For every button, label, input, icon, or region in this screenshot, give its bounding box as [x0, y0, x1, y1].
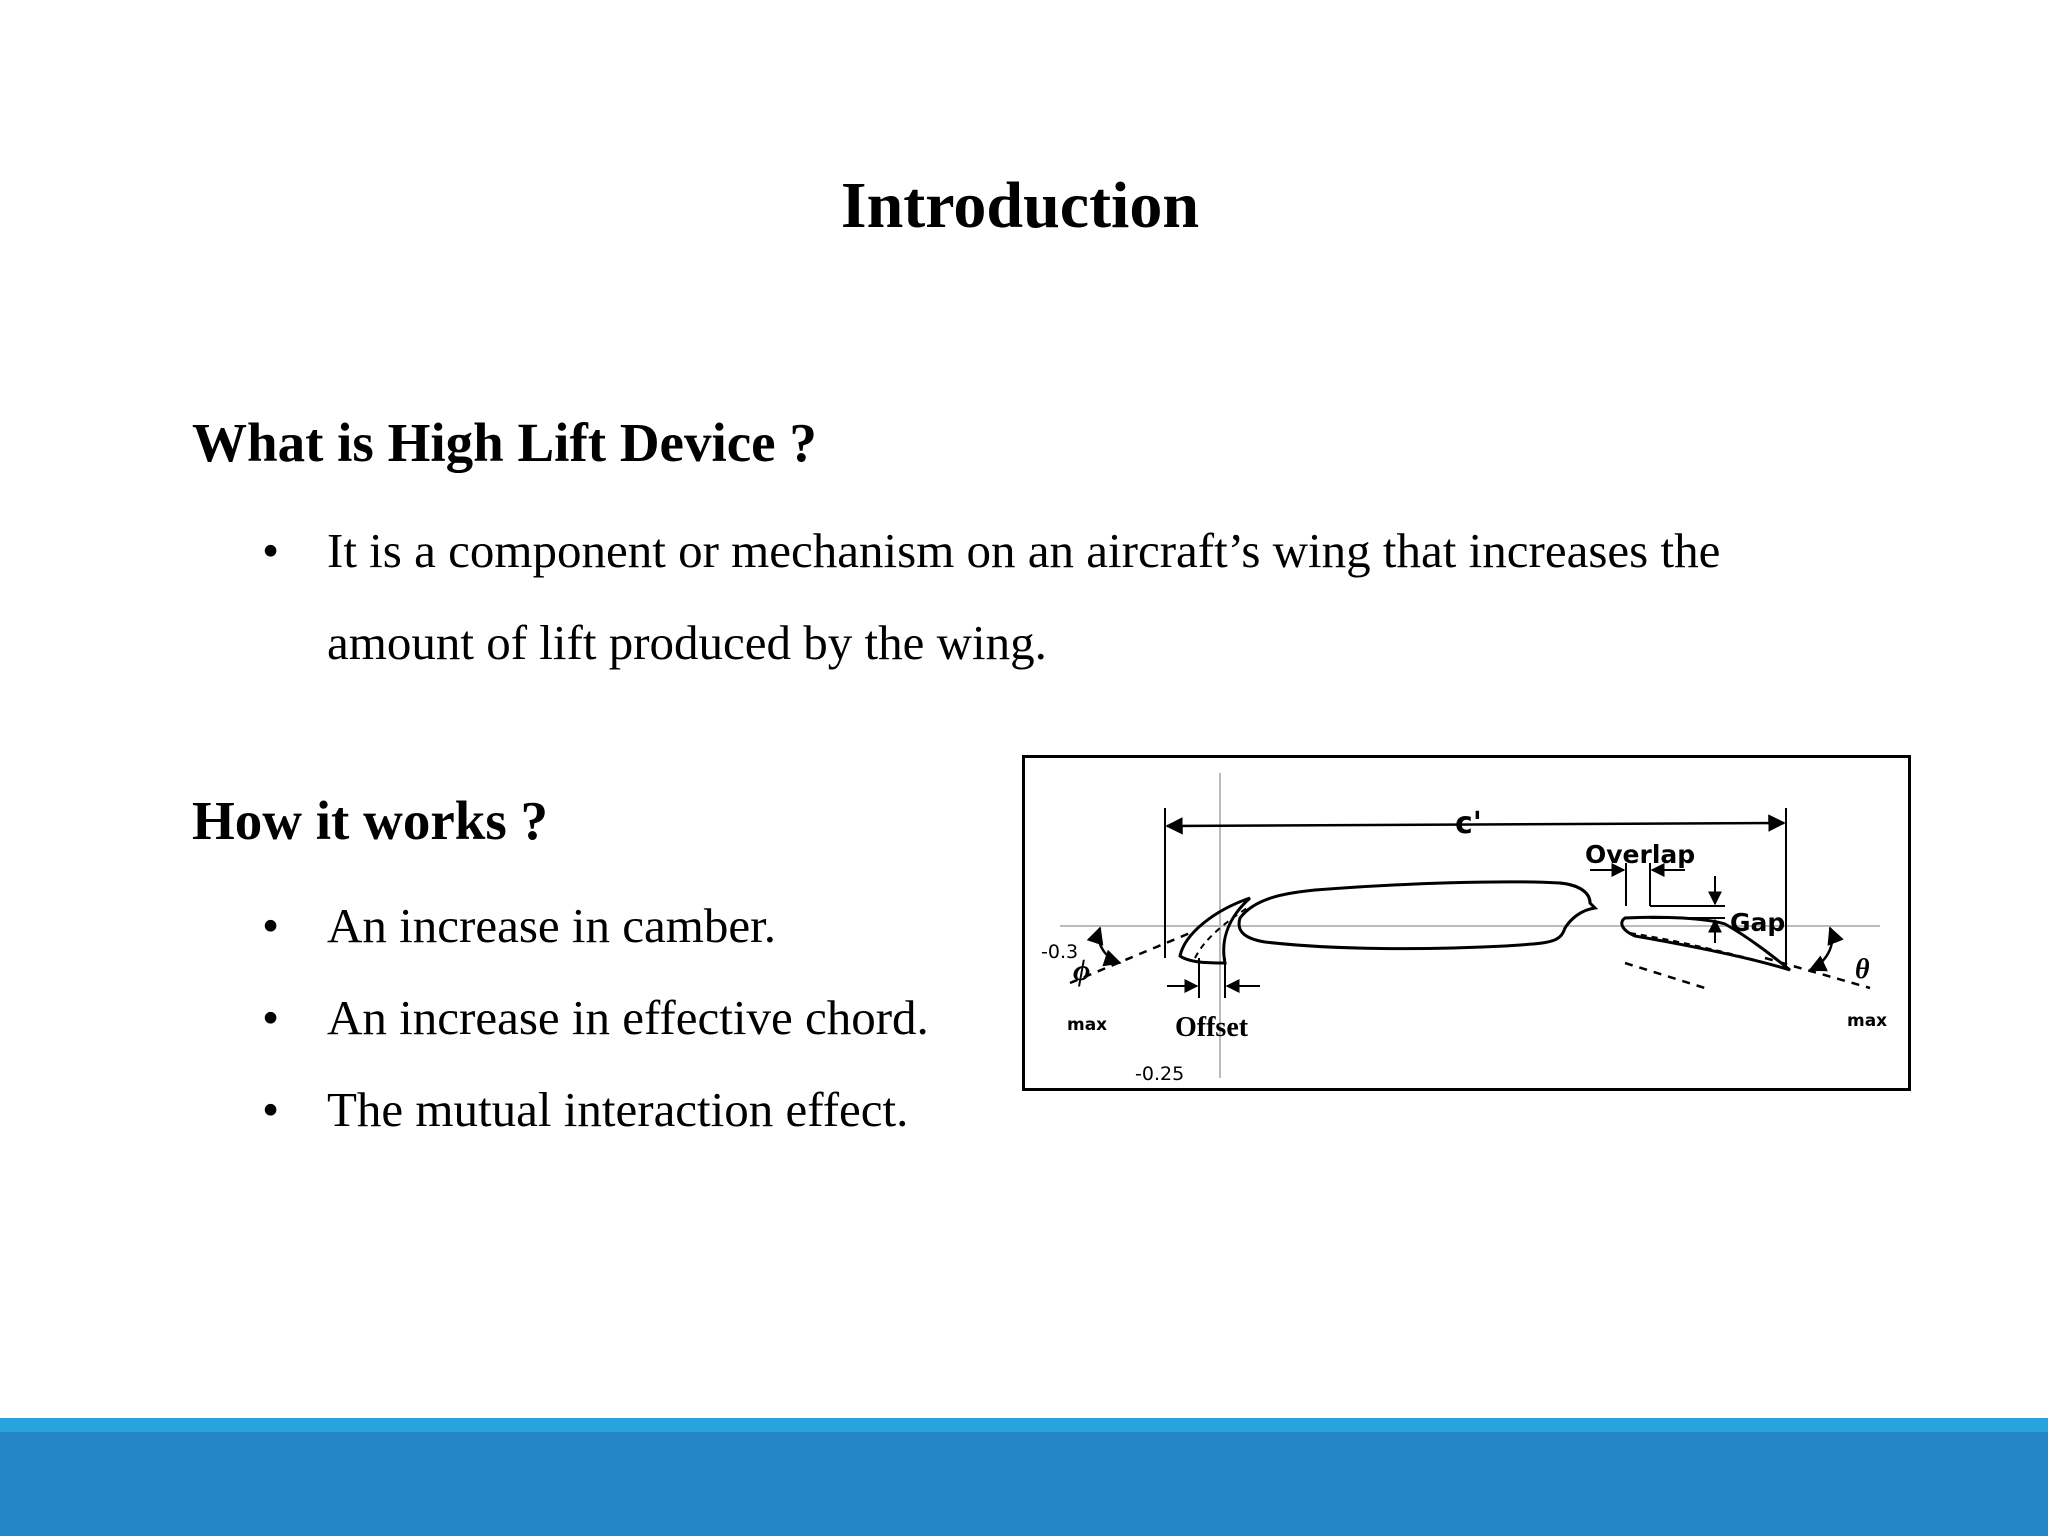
slide-title: Introduction — [840, 169, 1200, 242]
bullet-text: An increase in effective chord. — [327, 990, 929, 1045]
main-airfoil — [1239, 882, 1595, 949]
x-tick-label: -0.25 — [1135, 1063, 1185, 1085]
footer-accent-stripe — [0, 1418, 2048, 1432]
bullet-dot: • — [262, 990, 280, 1045]
bullet-item — [262, 1064, 929, 1156]
bullet-text: The mutual interaction effect. — [327, 1082, 909, 1137]
section-heading-how: How it works ? — [192, 790, 548, 851]
bullet-dot: • — [262, 1082, 280, 1137]
footer-bar — [0, 1432, 2048, 1536]
chord-label: c' — [1455, 806, 1482, 841]
airfoil-diagram — [1022, 755, 1911, 1091]
y-tick-label: -0.3 — [1041, 941, 1079, 963]
theta-symbol: θ — [1855, 954, 1870, 985]
bullet-dot: • — [262, 523, 280, 578]
bullet-text: An increase in camber. — [327, 898, 776, 953]
phi-subscript: max — [1067, 1015, 1108, 1035]
theta-angle-arc — [1810, 928, 1832, 970]
section-heading-what: What is High Lift Device ? — [192, 412, 817, 473]
theta-subscript: max — [1847, 1011, 1888, 1031]
airfoil-diagram-svg — [1025, 758, 1908, 1088]
bullet-item — [262, 505, 1802, 689]
bullet-text: It is a component or mechanism on an aircraft’s wing that increases the amount of lift produced by the wing. — [327, 523, 1721, 670]
phi-symbol: ϕ — [1073, 954, 1091, 987]
gap-label: Gap — [1730, 908, 1786, 937]
overlap-label: Overlap — [1585, 840, 1696, 869]
flap-chord-line — [1625, 963, 1705, 988]
bullet-list-how — [262, 880, 929, 1156]
phi-angle-arc — [1099, 928, 1120, 963]
offset-label: Offset — [1175, 1012, 1249, 1043]
bullet-list-what — [262, 505, 1802, 689]
bullet-dot: • — [262, 898, 280, 953]
bullet-item — [262, 880, 929, 972]
bullet-item — [262, 972, 929, 1064]
main-airfoil-trailing — [1560, 883, 1590, 903]
